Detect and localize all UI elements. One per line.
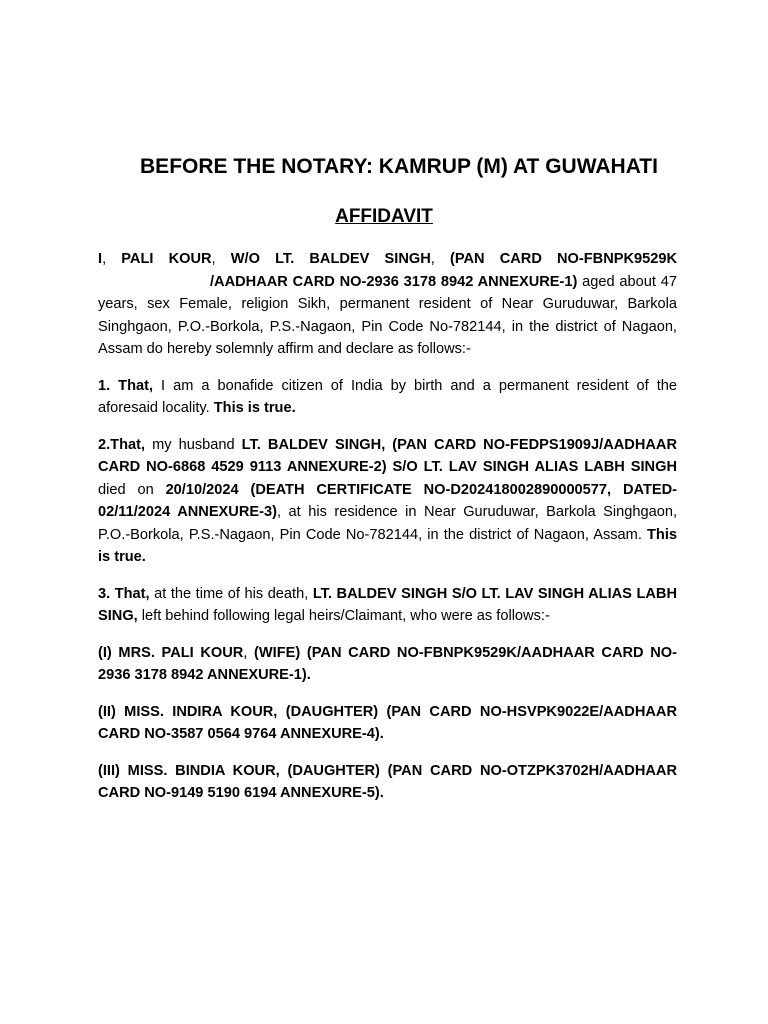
intro-pan-card: (PAN CARD NO-FBNPK9529K bbox=[449, 251, 678, 267]
intro-relation: W/O LT. BALDEV SINGH bbox=[230, 251, 431, 267]
paragraph-2-text-3: , at his residence in Near Guruduwar, Barkola Singhgaon, P.O.-Borkola, P.S.-Nagaon, Pin Code No-782144, in the district of Nagaon, Assam. bbox=[98, 504, 678, 543]
intro-details: aged about 47 years, sex Female, religion Sikh, permanent resident of Near Guruduwar, Barkola Singhgaon, P.O.-Borkola, P.S.-Nagaon, Pin Code No-782144, in the district of Nagaon, Assam do hereby solemnly affirm and declare as follows:- bbox=[98, 273, 677, 357]
paragraph-1 bbox=[98, 375, 677, 420]
paragraph-3 bbox=[98, 583, 677, 628]
heir-item-1 bbox=[98, 642, 677, 687]
paragraph-1-lead: 1. That, bbox=[98, 377, 154, 394]
paragraph-2 bbox=[98, 434, 677, 569]
paragraph-1-text: I am a bonafide citizen of India by birth and a permanent resident of the aforesaid locality. bbox=[98, 377, 677, 416]
intro-sep-2: , bbox=[211, 251, 231, 267]
paragraph-2-close: This is true. bbox=[98, 526, 677, 565]
paragraph-3-lead: 3. That, bbox=[98, 585, 150, 602]
paragraph-2-death-details: 20/10/2024 (DEATH CERTIFICATE NO-D202418002890000577, DATED-02/11/2024 ANNEXURE-3) bbox=[98, 481, 677, 520]
paragraph-3-deceased-name: LT. BALDEV SINGH S/O LT. LAV SINGH ALIAS LABH SING, bbox=[98, 585, 677, 624]
document-subtitle: AFFIDAVIT bbox=[335, 206, 433, 227]
paragraph-2-lead: 2.That, bbox=[98, 436, 146, 453]
paragraph-2-husband-details: LT. BALDEV SINGH, (PAN CARD NO-FEDPS1909J/AADHAAR CARD NO-6868 4529 9113 ANNEXURE-2) S/O LT. LAV SINGH ALIAS LABH SINGH bbox=[98, 436, 677, 475]
heir-item-2: (II) MISS. INDIRA KOUR, (DAUGHTER) (PAN CARD NO-HSVPK9022E/AADHAAR CARD NO-3587 0564 9764 ANNEXURE-4). bbox=[98, 703, 677, 742]
paragraph-3-text-2: left behind following legal heirs/Claimant, who were as follows:- bbox=[137, 608, 550, 624]
intro-paragraph bbox=[98, 248, 677, 361]
paragraph-1-close: This is true. bbox=[213, 400, 296, 416]
paragraph-2-text-2: died on bbox=[98, 481, 166, 498]
document-body bbox=[98, 248, 677, 819]
heir-1-sep: , bbox=[243, 644, 255, 661]
document-title: BEFORE THE NOTARY: KAMRUP (M) AT GUWAHATI bbox=[140, 155, 658, 178]
heir-1-name: (I) MRS. PALI KOUR bbox=[98, 644, 244, 661]
intro-deponent-name: PALI KOUR bbox=[121, 251, 212, 267]
intro-sep-1: , bbox=[102, 251, 122, 267]
intro-pronoun: I bbox=[98, 251, 103, 267]
intro-sep-3: , bbox=[430, 251, 450, 267]
paragraph-3-text-1: at the time of his death, bbox=[149, 585, 313, 602]
heir-1-details: (WIFE) (PAN CARD NO-FBNPK9529K/AADHAAR CARD NO-2936 3178 8942 ANNEXURE-1). bbox=[98, 644, 677, 683]
heir-item-3: (III) MISS. BINDIA KOUR, (DAUGHTER) (PAN CARD NO-OTZPK3702H/AADHAAR CARD NO-9149 5190 6194 ANNEXURE-5). bbox=[98, 762, 677, 801]
paragraph-2-text-1: my husband bbox=[145, 436, 242, 453]
intro-aadhaar-card: /AADHAAR CARD NO-2936 3178 8942 ANNEXURE-1) bbox=[210, 273, 578, 290]
